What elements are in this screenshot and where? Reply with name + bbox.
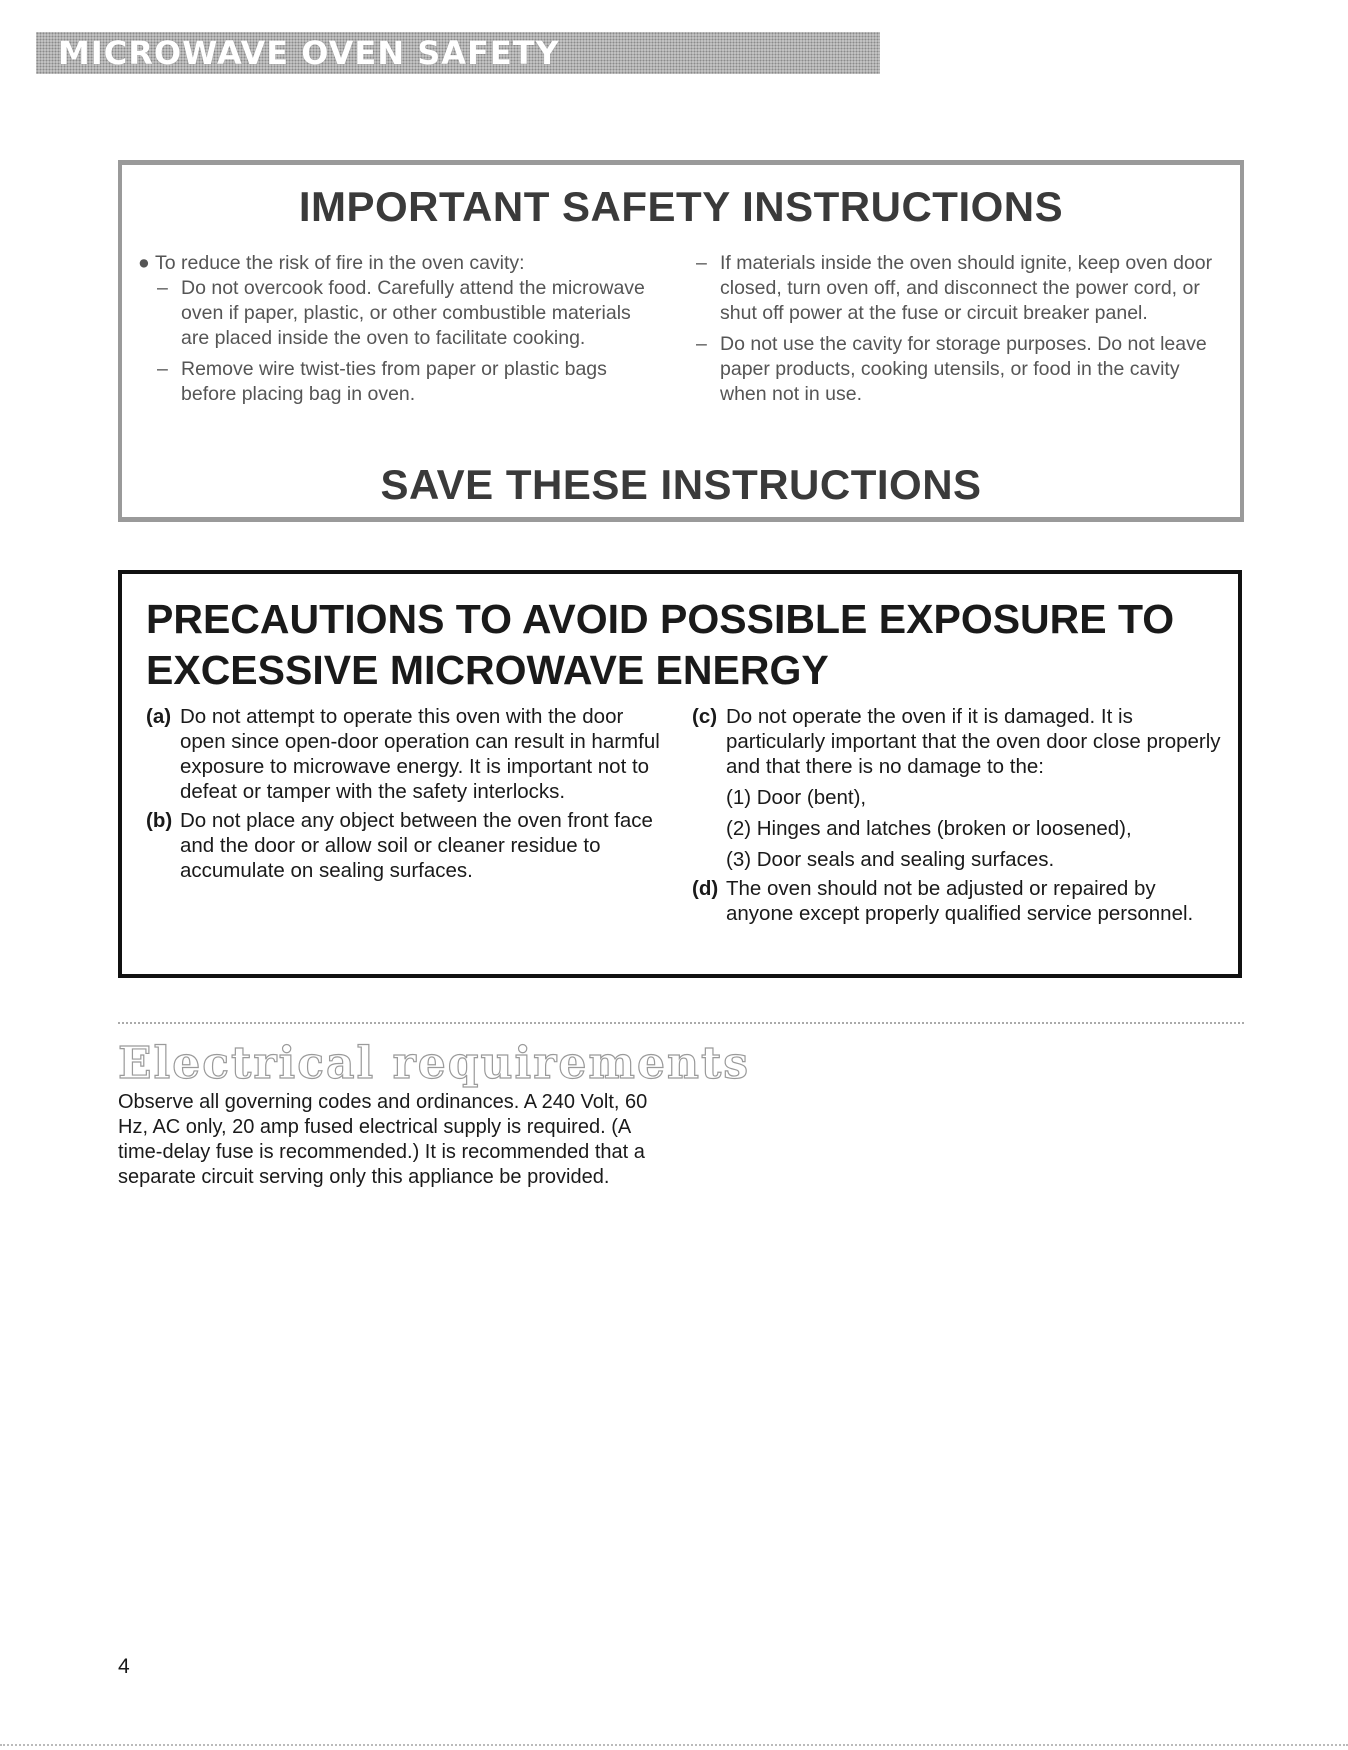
list-item	[696, 332, 1226, 407]
precaution-text: The oven should not be adjusted or repaired by anyone except properly qualified service personnel.	[726, 877, 1194, 925]
safety-intro-text: To reduce the risk of fire in the oven cavity:	[155, 252, 525, 274]
precaution-text: Do not operate the oven if it is damaged. It is particularly important that the oven door close properly and that there is no damage to the:	[726, 705, 1221, 778]
list-item	[696, 251, 1226, 326]
precautions-right-column	[692, 704, 1222, 930]
precautions-title: PRECAUTIONS TO AVOID POSSIBLE EXPOSURE TO EXCESSIVE MICROWAVE ENERGY	[146, 596, 1175, 693]
precaution-item	[146, 808, 666, 883]
safety-box-footer: SAVE THESE INSTRUCTIONS	[380, 461, 982, 508]
precaution-text: Do not attempt to operate this oven with the door open since open-door operation can result in harmful exposure to microwave energy. It is important not to defeat or tamper with the safety interlocks.	[180, 705, 660, 803]
precaution-sub-item: (3) Door seals and sealing surfaces.	[726, 848, 1055, 871]
page-number: 4	[118, 1655, 130, 1678]
safety-right-column	[696, 251, 1226, 413]
header-title: MICROWAVE OVEN SAFETY	[58, 34, 560, 72]
precaution-letter: (b)	[146, 809, 173, 832]
list-item-text: If materials inside the oven should ignite, keep oven door closed, turn oven off, and disconnect the power cord, or shut off power at the fuse or circuit breaker panel.	[720, 252, 1213, 324]
dash-icon: –	[696, 252, 707, 274]
list-item	[138, 357, 658, 407]
precaution-sub-item: (2) Hinges and latches (broken or loosened),	[726, 817, 1132, 840]
list-item	[138, 276, 658, 351]
precaution-letter: (d)	[692, 877, 719, 900]
precaution-item	[692, 876, 1222, 926]
dash-icon: –	[157, 277, 168, 299]
bullet-icon: ●	[138, 252, 150, 274]
precaution-item	[692, 704, 1222, 872]
list-item-text: Do not use the cavity for storage purposes. Do not leave paper products, cooking utensils, or food in the cavity when not in use.	[720, 333, 1207, 405]
dash-icon: –	[696, 333, 707, 355]
electrical-requirements-heading: Electrical requirements	[118, 1038, 751, 1089]
precaution-letter: (a)	[146, 705, 172, 728]
precaution-letter: (c)	[692, 705, 718, 728]
safety-box-title: IMPORTANT SAFETY INSTRUCTIONS	[298, 183, 1064, 230]
precautions-left-column	[146, 704, 666, 887]
electrical-requirements-body: Observe all governing codes and ordinances. A 240 Volt, 60 Hz, AC only, 20 amp fused electrical supply is required. (A time-delay fuse is recommended.) It is recommended that a separate circuit serving only this appliance be provided.	[118, 1091, 648, 1188]
safety-left-column	[138, 251, 658, 413]
safety-intro	[138, 251, 658, 276]
list-item-text: Do not overcook food. Carefully attend the microwave oven if paper, plastic, or other combustible materials are placed inside the oven to facilitate cooking.	[181, 277, 645, 349]
list-item-text: Remove wire twist-ties from paper or plastic bags before placing bag in oven.	[181, 358, 607, 405]
dash-icon: –	[157, 358, 168, 380]
header-banner	[36, 32, 880, 74]
important-safety-instructions-box	[118, 160, 1244, 522]
section-divider	[118, 1022, 1244, 1024]
precaution-text: Do not place any object between the oven front face and the door or allow soil or cleaner residue to accumulate on sealing surfaces.	[180, 809, 653, 882]
bottom-divider	[0, 1744, 1348, 1746]
precaution-sub-item: (1) Door (bent),	[726, 786, 867, 809]
precaution-item	[146, 704, 666, 804]
precautions-box	[118, 570, 1242, 978]
